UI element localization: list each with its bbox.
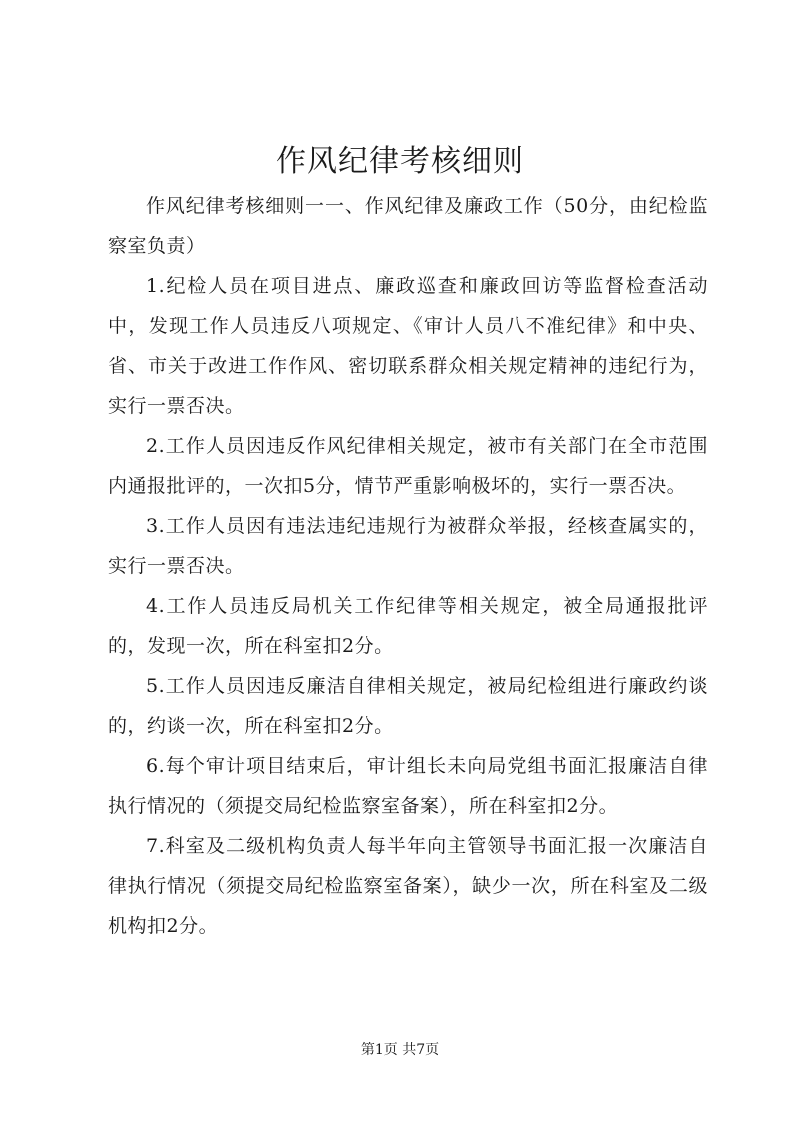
document-title: 作风纪律考核细则 <box>276 144 524 179</box>
paragraph-item-2: 2.工作人员因违反作风纪律相关规定，被市有关部门在全市范围内通报批评的，一次扣5分，情节严重影响极坏的，实行一票否决。 <box>108 435 708 497</box>
paragraph-intro: 作风纪律考核细则一一、作风纪律及廉政工作（50分，由纪检监察室负责） <box>108 195 708 257</box>
paragraph-item-5: 5.工作人员因违反廉洁自律相关规定，被局纪检组进行廉政约谈的，约谈一次，所在科室扣2分。 <box>108 675 708 737</box>
paragraph-item-6: 6.每个审计项目结束后，审计组长未向局党组书面汇报廉洁自律执行情况的（须提交局纪检监察室备案），所在科室扣2分。 <box>108 755 708 817</box>
paragraph-item-7: 7.科室及二级机构负责人每半年向主管领导书面汇报一次廉洁自律执行情况（须提交局纪检监察室备案），缺少一次，所在科室及二级机构扣2分。 <box>108 835 708 937</box>
paragraph-item-1: 1.纪检人员在项目进点、廉政巡查和廉政回访等监督检查活动中，发现工作人员违反八项规定、《审计人员八不准纪律》和中央、省、市关于改进工作作风、密切联系群众相关规定精神的违纪行为，实行一票否决。 <box>108 275 708 417</box>
document-body <box>108 186 708 946</box>
paragraph-item-3: 3.工作人员因有违法违纪违规行为被群众举报，经核查属实的，实行一票否决。 <box>108 515 708 577</box>
paragraph-item-4: 4.工作人员违反局机关工作纪律等相关规定，被全局通报批评的，发现一次，所在科室扣2分。 <box>108 595 708 657</box>
page-number-footer: 第1页 共7页 <box>360 1042 440 1058</box>
